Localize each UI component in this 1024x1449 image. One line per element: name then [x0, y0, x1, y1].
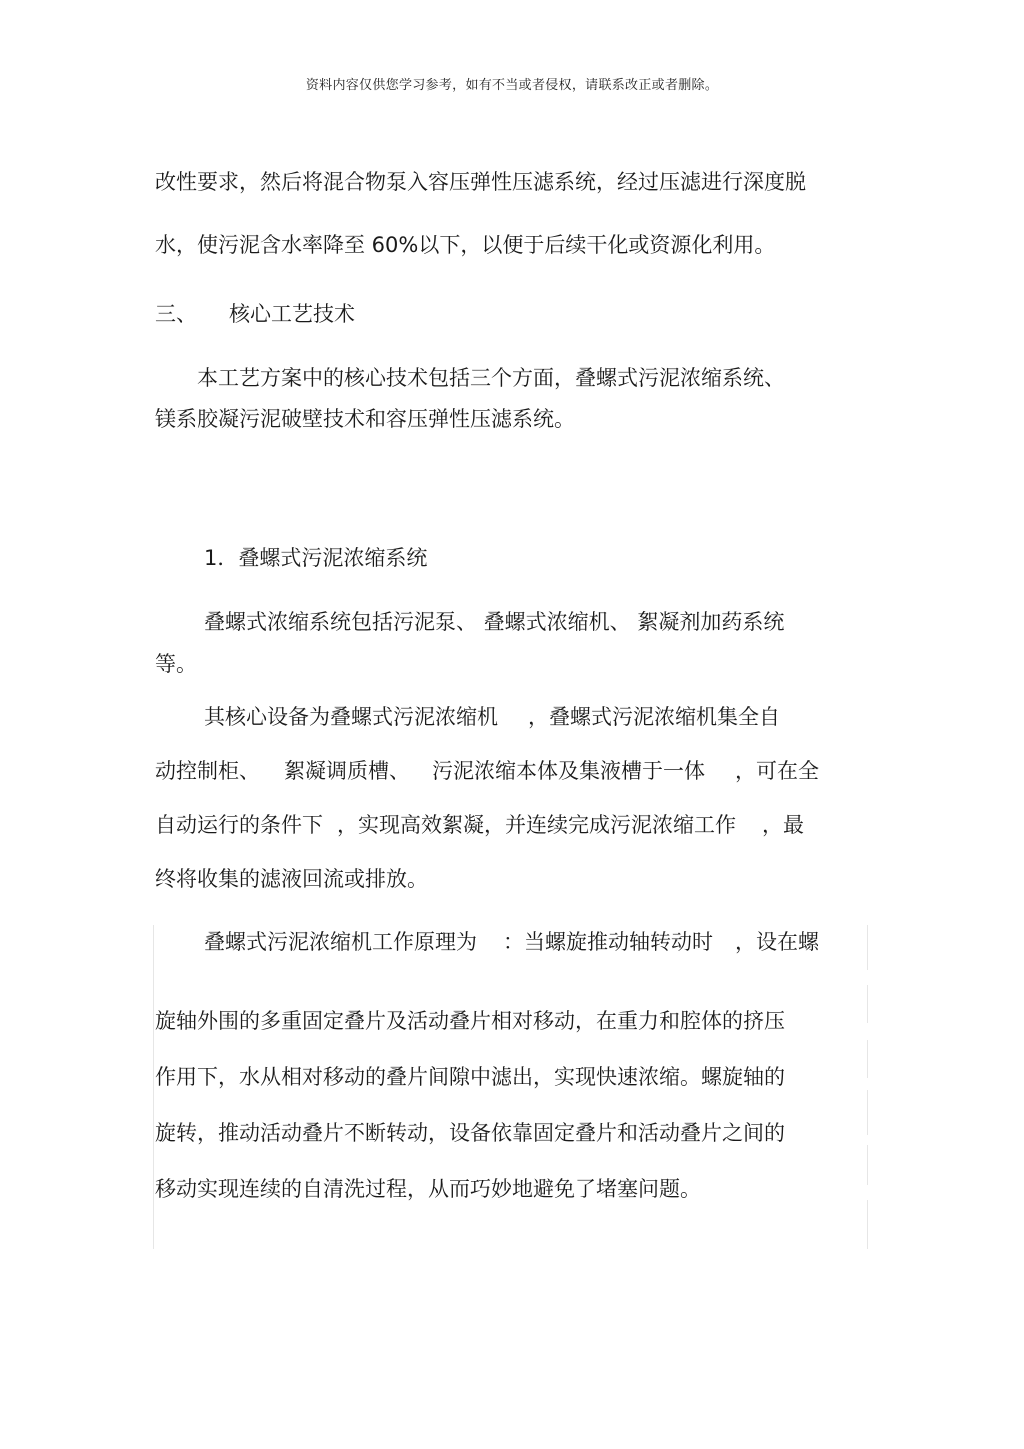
- paragraph-line: 叠螺式浓缩系统包括污泥泵、 叠螺式浓缩机、 絮凝剂加药系统: [204, 610, 785, 634]
- paragraph-line: [204, 928, 819, 956]
- paragraph-line: 本工艺方案中的核心技术包括三个方面，叠螺式污泥浓缩系统、: [197, 366, 785, 390]
- section-title: 核心工艺技术: [229, 302, 355, 326]
- text-segment: ：当螺旋推动轴转动时: [503, 930, 713, 954]
- paragraph-line: 旋轴外围的多重固定叠片及活动叠片相对移动，在重力和腔体的挤压: [155, 1009, 785, 1033]
- paragraph-line: [155, 811, 804, 839]
- text-segment: 叠螺式污泥浓缩机工作原理为: [204, 930, 477, 954]
- paragraph-line: 作用下，水从相对移动的叠片间隙中滤出，实现快速浓缩。螺旋轴的: [155, 1065, 785, 1089]
- frame-border-right: [867, 1145, 868, 1185]
- text-segment: 其核心设备为叠螺式污泥浓缩机: [204, 705, 498, 729]
- text-segment: 动控制柜、: [155, 759, 260, 783]
- text-segment: 自动运行的条件下: [155, 813, 323, 837]
- paragraph-line: 移动实现连续的自清洗过程，从而巧妙地避免了堵塞问题。: [155, 1177, 701, 1201]
- frame-border-right: [867, 1090, 868, 1135]
- text-segment: ，设在螺: [735, 930, 819, 954]
- section-heading: [155, 300, 355, 328]
- text-segment: ，实现高效絮凝，并连续完成污泥浓缩工作: [337, 813, 736, 837]
- paragraph-line: 镁系胶凝污泥破壁技术和容压弹性压滤系统。: [155, 407, 575, 431]
- text-segment: ，最: [762, 813, 804, 837]
- paragraph-line: 终将收集的滤液回流或排放。: [155, 867, 428, 891]
- text-segment: ，可在全: [735, 759, 819, 783]
- paragraph-line: 等。: [155, 652, 197, 676]
- frame-border-right: [867, 1040, 868, 1078]
- paragraph-line: 改性要求，然后将混合物泵入容压弹性压滤系统，经过压滤进行深度脱: [155, 170, 806, 194]
- frame-border-left: [153, 925, 154, 1249]
- header-disclaimer: 资料内容仅供您学习参考，如有不当或者侵权，请联系改正或者删除。: [305, 78, 719, 93]
- frame-border-right: [867, 925, 868, 970]
- frame-border-right: [867, 1200, 868, 1249]
- text-segment: ，叠螺式污泥浓缩机集全自: [528, 705, 780, 729]
- paragraph-line: 水，使污泥含水率降至 60%以下，以便于后续干化或资源化利用。: [155, 233, 776, 257]
- text-segment: 絮凝调质槽、: [284, 759, 410, 783]
- text-segment: 污泥浓缩本体及集液槽于一体: [432, 759, 705, 783]
- paragraph-line: [204, 703, 780, 731]
- paragraph-line: 旋转，推动活动叠片不断转动，设备依靠固定叠片和活动叠片之间的: [155, 1121, 785, 1145]
- section-number: 三、: [155, 302, 197, 326]
- subsection-heading: 1．叠螺式污泥浓缩系统: [204, 546, 428, 570]
- paragraph-line: [155, 757, 819, 785]
- frame-border-right: [867, 985, 868, 1023]
